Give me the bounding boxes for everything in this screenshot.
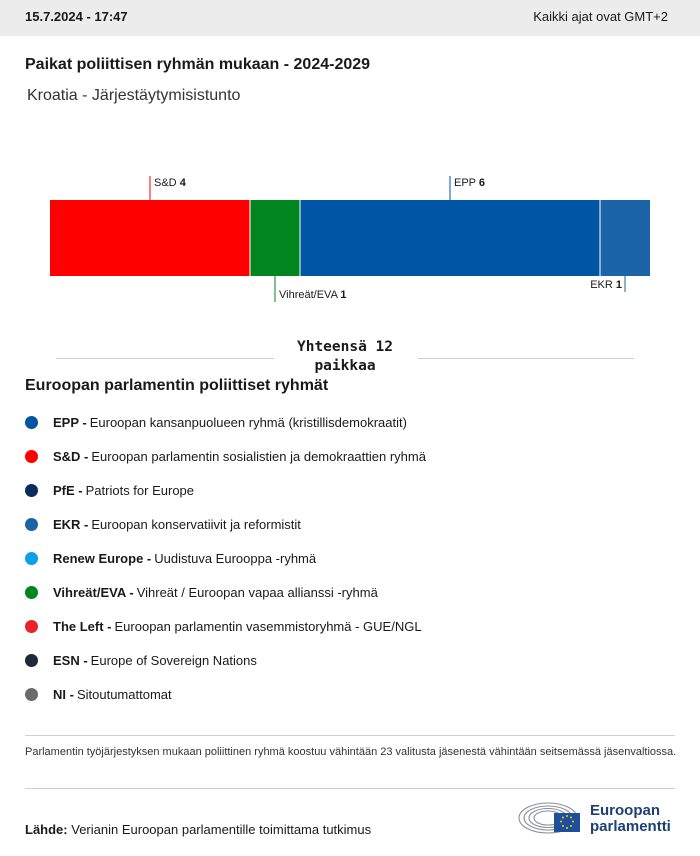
legend-abbr: NI -: [53, 686, 74, 702]
logo-text: Euroopan parlamentti: [590, 802, 671, 835]
legend-dot-icon: [25, 552, 38, 565]
legend-dot-icon: [25, 586, 38, 599]
legend-dot-icon: [25, 654, 38, 667]
legend-abbr: EKR -: [53, 516, 89, 532]
footnote: Parlamentin työjärjestyksen mukaan poliittinen ryhmä koostuu vähintään 23 valitusta jäsenestä vähintään seitsemässä jäsenvaltiossa.: [25, 746, 677, 758]
total-line-1: Yhteensä 12: [296, 339, 394, 355]
divider-right: [418, 358, 634, 359]
legend-name: Euroopan parlamentin vasemmistoryhmä - GUE/NGL: [114, 618, 422, 634]
legend-name: Euroopan parlamentin sosialistien ja demokraattien ryhmä: [91, 448, 426, 464]
legend-name: Sitoutumattomat: [76, 686, 172, 702]
legend-dot-icon: [25, 688, 38, 701]
legend-abbr: Vihreät/EVA -: [53, 584, 134, 600]
legend: [25, 405, 426, 711]
hemicycle-icon: [518, 797, 584, 837]
total-seats: [275, 338, 415, 376]
chart-title: Paikat poliittisen ryhmän mukaan - 2024-2029: [25, 56, 371, 73]
total-line-2: paikkaa: [314, 358, 376, 374]
legend-item: [25, 609, 426, 643]
legend-item: [25, 541, 426, 575]
legend-abbr: Renew Europe -: [53, 550, 152, 566]
divider: [25, 788, 675, 789]
legend-name: Euroopan kansanpuolueen ryhmä (kristillisdemokraatit): [89, 414, 407, 430]
legend-item: [25, 677, 426, 711]
legend-dot-icon: [25, 484, 38, 497]
legend-abbr: ESN -: [53, 652, 88, 668]
legend-item: [25, 405, 426, 439]
legend-item: [25, 575, 426, 609]
bar-segment: [600, 200, 650, 276]
bar-segment: [50, 200, 250, 276]
legend-item: [25, 473, 426, 507]
legend-abbr: The Left -: [53, 618, 112, 634]
data-label: EPP 6: [454, 177, 485, 189]
source: [25, 822, 371, 837]
legend-abbr: S&D -: [53, 448, 89, 464]
legend-name: Europe of Sovereign Nations: [90, 652, 257, 668]
data-label: Vihreät/EVA 1: [279, 289, 347, 301]
legend-name: Patriots for Europe: [85, 482, 195, 498]
seat-chart: [0, 160, 700, 310]
legend-dot-icon: [25, 620, 38, 633]
legend-title: Euroopan parlamentin poliittiset ryhmät: [25, 377, 329, 394]
european-parliament-logo: [518, 797, 678, 837]
bar-segment: [250, 200, 300, 276]
legend-item: [25, 507, 426, 541]
chart-subtitle: Kroatia - Järjestäytymisistunto: [27, 87, 241, 104]
legend-dot-icon: [25, 450, 38, 463]
data-label: EKR 1: [590, 279, 622, 291]
legend-abbr: PfE -: [53, 482, 83, 498]
legend-dot-icon: [25, 416, 38, 429]
legend-abbr: EPP -: [53, 414, 87, 430]
legend-dot-icon: [25, 518, 38, 531]
data-label: S&D 4: [154, 177, 186, 189]
source-label: Lähde:: [25, 822, 68, 837]
datetime: 15.7.2024 - 17:47: [25, 9, 128, 24]
legend-item: [25, 439, 426, 473]
legend-item: [25, 643, 426, 677]
divider-left: [56, 358, 274, 359]
top-bar: [0, 0, 700, 36]
bar-segment: [300, 200, 600, 276]
divider: [25, 735, 675, 736]
legend-name: Vihreät / Euroopan vapaa allianssi -ryhmä: [136, 584, 378, 600]
legend-name: Euroopan konservatiivit ja reformistit: [91, 516, 301, 532]
legend-name: Uudistuva Eurooppa -ryhmä: [154, 550, 317, 566]
timezone-note: Kaikki ajat ovat GMT+2: [533, 9, 668, 24]
source-text: Verianin Euroopan parlamentille toimittama tutkimus: [71, 822, 372, 837]
